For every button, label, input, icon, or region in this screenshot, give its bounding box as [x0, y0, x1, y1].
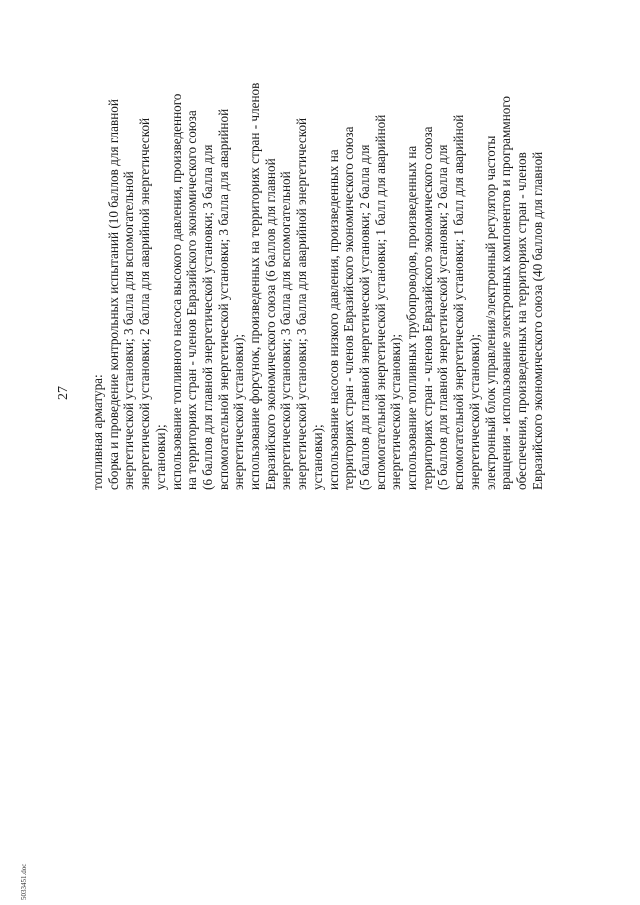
text-line: электронный блок управления/электронный регулятор частоты — [482, 135, 498, 490]
text-line: (6 баллов для главной энергетической установки; 3 балла для — [199, 144, 215, 490]
page-number: 27 — [56, 386, 71, 400]
text-line: использование топливных трубопроводов, произведенных на — [404, 145, 420, 490]
text-line: энергетической установки; 2 балла для аварийной энергетической — [137, 117, 153, 490]
text-line: вспомогательной энергетической установки; 3 балла для аварийной — [215, 108, 231, 490]
body-text — [90, 50, 545, 490]
text-line: энергетической установки); — [388, 333, 404, 490]
rotated-content — [50, 0, 570, 800]
text-line: Евразийского экономического союза (6 баллов для главной — [262, 158, 278, 490]
text-line: использование топливного насоса высокого давления, произведенного — [168, 93, 184, 490]
text-line: энергетической установки; 3 балла для вспомогательной — [278, 171, 294, 490]
text-line: Евразийского экономического союза (40 баллов для главной — [529, 151, 545, 490]
text-line: территориях стран - членов Евразийского экономического союза — [419, 126, 435, 490]
text-line: использование насосов низкого давления, произведенных на — [325, 149, 341, 490]
text-line: вспомогательной энергетической установки; 1 балл для аварийной — [451, 114, 467, 490]
footer-file-label — [20, 820, 34, 900]
text-line: на территориях стран - членов Евразийского экономического союза — [184, 110, 200, 490]
text-line: топливная арматура: — [90, 374, 105, 490]
text-line: территориях стран - членов Евразийского экономического союза — [341, 126, 357, 490]
text-line: установки); — [309, 424, 325, 490]
footer-text: 5033451.doc — [20, 863, 28, 900]
text-line: установки); — [152, 424, 168, 490]
text-line: вращения - использование электронных компонентов и программного — [498, 95, 514, 490]
text-line: (5 баллов для главной энергетической установки; 2 балла для — [356, 144, 372, 490]
text-line: (5 баллов для главной энергетической установки; 2 балла для — [435, 144, 451, 490]
text-line: использование форсунок, произведенных на территориях стран - членов — [247, 82, 263, 490]
text-line: энергетической установки; 3 балла для аварийной энергетической — [294, 117, 310, 490]
text-line: энергетической установки; 3 балла для вспомогательной — [121, 171, 137, 490]
text-line: обеспечения, произведенных на территориях стран - членов — [513, 152, 529, 490]
text-line: сборка и проведение контрольных испытаний (10 баллов для главной — [105, 99, 121, 490]
text-line: вспомогательной энергетической установки; 1 балл для аварийной — [372, 114, 388, 490]
text-line: энергетической установки); — [231, 333, 247, 490]
text-line: энергетической установки); — [466, 333, 482, 490]
